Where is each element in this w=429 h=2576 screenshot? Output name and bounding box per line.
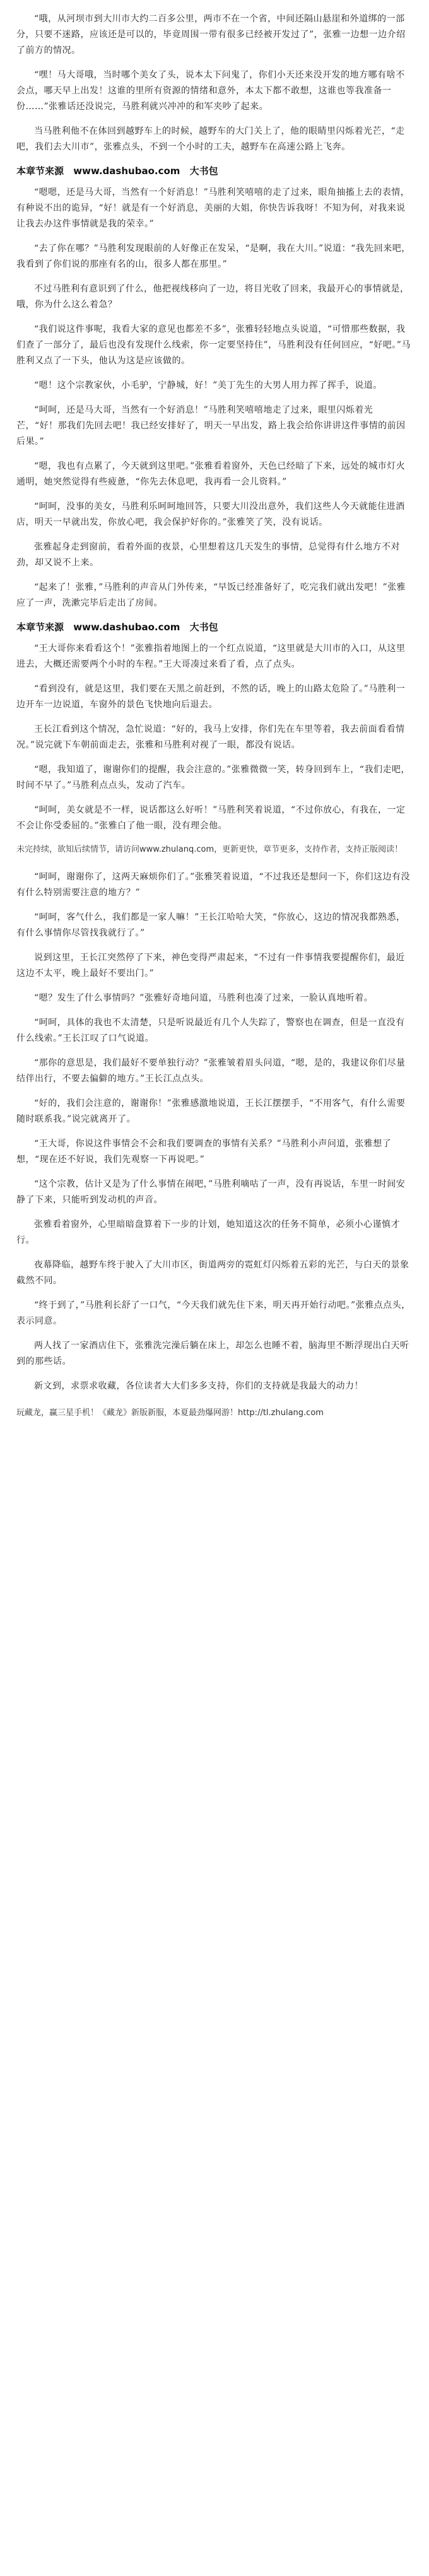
paragraph: “这个宗教，估计又是为了什么事情在闹吧，”马胜利嘀咕了一声，没有再说话，车里一时间安静了下来，只能听到发动机的声音。 [16, 1179, 406, 1205]
paragraph: 新文到，求票求收藏，各位读者大大们多多支持，你们的支持就是我最大的动力！ [34, 1381, 363, 1391]
source-site: www.dashubao.com [73, 621, 180, 633]
paragraph: “呵呵，还是马大哥，当然有一个好消息！”马胜利笑嘻嘻地走了过来，眼里闪烁着光芒，“好！那我们先回去吧！我已经安排好了，明天一早出发，路上我会给你讲讲这件事情的前因后果。” [16, 405, 406, 447]
paragraph: “起来了！张雅，”马胜利的声音从门外传来，“早饭已经准备好了，吃完我们就出发吧！”张雅应了一声，洗漱完毕后走出了房间。 [16, 582, 406, 608]
source-site: www.dashubao.com [73, 165, 180, 177]
footer-promo[interactable] [16, 1406, 413, 1418]
paragraph: “王大哥你来看看这个！”张雅指着地图上的一个红点说道，“这里就是大川市的入口，从这里进去，大概还需要两个小时的车程。”王大哥凑过来看了看，点了点头。 [16, 644, 406, 669]
paragraph: “呵呵，客气什么，我们都是一家人嘛！”王长江哈哈大笑，“你放心，这边的情况我都熟悉，有什么事情你尽管找我就行了。” [16, 912, 406, 938]
paragraph: 说到这里，王长江突然停了下来，神色变得严肃起来，“不过有一件事情我要提醒你们，最近这边不太平，晚上最好不要出门。” [16, 953, 405, 979]
footer-promo-text[interactable]: 玩藏龙，赢三星手机！《藏龙》新版新服，本夏最劲爆网游！http://tl.zhulang.com [16, 1408, 324, 1418]
paragraph: “呵呵，具体的我也不太清楚，只是听说最近有几个人失踪了，警察也在调查，但是一直没有什么线索。”王长江叹了口气说道。 [16, 1018, 405, 1044]
paragraph: “嗯！这个宗教家伙，小毛驴，宁静城，好！”美丁先生的大男人用力挥了挥手，说道。 [34, 380, 382, 391]
source-label: 本章节来源 [16, 621, 64, 633]
paragraph: “呵呵，美女就是不一样，说话都这么好听！”马胜利笑着说道，“不过你放心，有我在，一定不会让你受委屈的。”张雅白了他一眼，没有理会他。 [16, 805, 406, 831]
source-suffix: 大书包 [189, 621, 218, 633]
paragraph: “嗯，我知道了，谢谢你们的提醒，我会注意的。”张雅微微一笑，转身回到车上，“我们走吧，时间不早了。”马胜利点点头，发动了汽车。 [16, 765, 410, 791]
paragraph: “嗯，我也有点累了，今天就到这里吧。”张雅看着窗外，天色已经暗了下来，远处的城市灯火通明，她突然觉得有些疲惫，“你先去休息吧，我再看一会儿资料。” [16, 461, 406, 487]
paragraph: “呵呵，没事的美女，马胜利乐呵呵地回答，只要大川没出意外，我们这些人今天就能住进酒店，明天一早就出发，你放心吧，我会保护好你的。”张雅笑了笑，没有说话。 [16, 502, 405, 527]
paragraph: 不过马胜利有意识到了什么，他把视线移向了一边，将目光收了回来，我最开心的事情就是，哦，你为什么这么着急？ [16, 284, 409, 310]
paragraph: “呵呵，谢谢你了，这两天麻烦你们了。”张雅笑着说道，“不过我还是想问一下，你们这边有没有什么特别需要注意的地方？” [16, 872, 410, 898]
paragraph: “去了你在哪？”马胜利发现眼前的人好像正在发呆，“是啊，我在大川。”说道：“我先回来吧，我看到了你们说的那座有名的山，很多人都在那里。” [16, 244, 411, 269]
source-banner [16, 164, 413, 177]
source-banner [16, 620, 413, 633]
promo-notice-text: 未完持续，欲知后续情节，请访问www.zhulanq.com，更新更快，章节更多，支持作者，支持正版阅读！ [16, 845, 403, 854]
paragraph: 当马胜利他不在体回到越野车上的时候，越野车的大门关上了，他的眼睛里闪烁着光芒，“走吧，我们去大川市”，张雅点头，不到一个小时的工夫，越野车在高速公路上飞奔。 [16, 126, 405, 152]
paragraph: “我们说这件事呢，我看大家的意见也都差不多”，张雅轻轻地点头说道，“可惜那些数据，我们查了一部分了，最后也没有发现什么线索，你一定要坚持住”，马胜利没有任何回应，“好吧。”马胜利又点了一下头，他认为这是应该做的。 [16, 324, 411, 366]
paragraph: 王长江看到这个情况，急忙说道：“好的，我马上安排，你们先在车里等着，我去前面看看情况。”说完就下车朝前面走去，张雅和马胜利对视了一眼，都没有说话。 [16, 724, 405, 750]
paragraph: “嗯嗯，还是马大哥，当然有一个好消息！”马胜利笑嘻嘻的走了过来，眼角抽搐上去的表情，有种说不出的诡异，“好！就是有一个好消息，美丽的大姐，你快告诉我呀！不知为何，对我来说让我去办这件事情就是我的荣幸。” [16, 187, 410, 229]
paragraph: “看到没有，就是这里，我们要在天黑之前赶到，不然的话，晚上的山路太危险了。”马胜利一边开车一边说道，车窗外的景色飞快地向后退去。 [16, 684, 406, 710]
paragraph: “好的，我们会注意的，谢谢你！”张雅感激地说道，王长江摆摆手，“不用客气，有什么需要随时联系我。”说完就离开了。 [16, 1098, 406, 1124]
promo-notice [16, 843, 413, 857]
paragraph: “哦，从河坝市到大川市大约二百多公里，两市不在一个省，中间还隔山悬崖和外道绑的一部分，只要不迷路，应该还是可以的，毕竟周围一带有很多已经被开发过了”，张雅一边想一边介绍了前方的情况。 [16, 14, 406, 56]
paragraph: “嗯？发生了什么事情吗？”张雅好奇地问道，马胜利也凑了过来，一脸认真地听着。 [34, 993, 373, 1003]
paragraph: “王大哥，你说这件事情会不会和我们要调查的事情有关系？”马胜利小声问道，张雅想了想，“现在还不好说，我们先观察一下再说吧。” [16, 1139, 392, 1165]
paragraph: 张雅看着窗外，心里暗暗盘算着下一步的计划，她知道这次的任务不简单，必须小心谨慎才行。 [16, 1220, 400, 1245]
source-label: 本章节来源 [16, 165, 64, 177]
paragraph: 夜幕降临，越野车终于驶入了大川市区，街道两旁的霓虹灯闪烁着五彩的光芒，与白天的景象截然不同。 [16, 1260, 409, 1286]
paragraph: “嘿！马大哥哦，当时哪个美女了头，说本太下问鬼了，你们小天还来没开发的地方哪有啥不会点，哪天早上出发！这谁的里所有资源的情绪和意外，本太下都不敢想，这谁也等我准备一份……”张雅话还没说完，马胜利就兴冲冲的和军夹吵了起来。 [16, 70, 405, 112]
paragraph: 张雅起身走到窗前，看着外面的夜景，心里想着这几天发生的事情，总觉得有什么地方不对劲，却又说不上来。 [16, 542, 400, 568]
paragraph: “终于到了，”马胜利长舒了一口气，“今天我们就先住下来，明天再开始行动吧。”张雅点点头，表示同意。 [16, 1300, 411, 1326]
source-suffix: 大书包 [189, 165, 218, 177]
paragraph: “那你的意思是，我们最好不要单独行动？”张雅皱着眉头问道，“嗯，是的，我建议你们尽量结伴出行，不要去偏僻的地方。”王长江点点头。 [16, 1058, 406, 1084]
paragraph: 两人找了一家酒店住下，张雅洗完澡后躺在床上，却怎么也睡不着，脑海里不断浮现出白天听到的那些话。 [16, 1341, 409, 1367]
